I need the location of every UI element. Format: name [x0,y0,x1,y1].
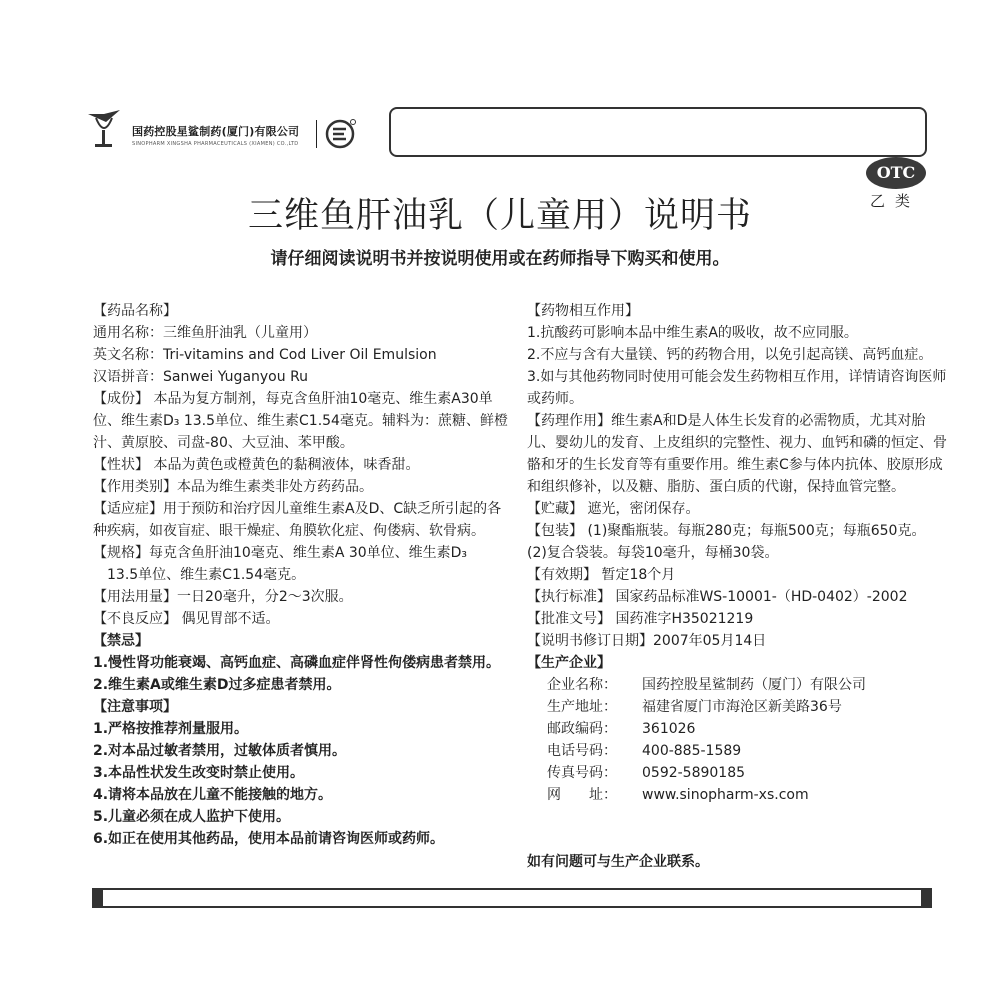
ingredients: 【成份】 本品为复方制剂，每克含鱼肝油10毫克、维生素A30单位、维生素D₃ 13.5单位、维生素C1.54毫克。辅料为：蔗糖、鲜橙汁、黄原胶、司盘-80、大豆油、苯甲酸。 [93,391,508,451]
package-cont: (2)复合袋装。每袋10毫升，每桶30袋。 [527,545,779,561]
pinyin-name: 汉语拼音：Sanwei Yuganyou Ru [93,369,309,385]
manufacturer-postcode [527,718,947,740]
left-column [93,300,508,850]
interaction-item: 2.不应与含有大量镁、钙的药物合用，以免引起高镁、高钙血症。 [527,347,933,363]
properties: 【性状】 本品为黄色或橙黄色的黏稠液体，味香甜。 [93,457,420,473]
manufacturer-fax [527,762,947,784]
contact-label: 企业名称： [547,677,617,693]
pharmacology: 【药理作用】维生素A和D是人体生长发育的必需物质，尤其对胎儿、婴幼儿的发育、上皮组织的完整性、视力、血钙和磷的恒定、骨骼和牙的生长发育等有重要作用。维生素C参与体内抗体、胶原形成和组织修补，以及糖、脂肪、蛋白质的代谢，保持血管完整。 [527,413,947,495]
otc-class-label: 乙类 [870,192,921,210]
bottom-frame-bar [92,888,932,908]
header-divider [316,120,317,148]
contraindication-item: 2.维生素A或维生素D过多症患者禁用。 [93,677,341,693]
english-name: 英文名称：Tri-vitamins and Cod Liver Oil Emulsion [93,347,437,363]
contact-value: 福建省厦门市海沧区新美路36号 [642,699,842,715]
contact-label: 电话号码： [547,743,617,759]
dosage: 【用法用量】一日20毫升，分2～3次服。 [93,589,353,605]
contact-value: www.sinopharm-xs.com [642,787,809,803]
manufacturer-website [527,784,947,806]
contact-note: 如有问题可与生产企业联系。 [527,854,709,870]
contact-value: 361026 [642,721,696,737]
sinopharm-logo-icon [86,108,122,152]
manufacturer-phone [527,740,947,762]
precautions-heading: 【注意事项】 [93,699,177,715]
document-subtitle: 请仔细阅读说明书并按说明使用或在药师指导下购买和使用。 [270,249,730,269]
contact-label: 邮政编码： [547,721,617,737]
precaution-item: 6.如正在使用其他药品，使用本品前请咨询医师或药师。 [93,831,445,847]
precaution-item: 5.儿童必须在成人监护下使用。 [93,809,291,825]
specification-cont: 13.5单位、维生素C1.54毫克。 [107,567,306,583]
category: 【作用类别】本品为维生素类非处方药药品。 [93,479,373,495]
revision-date: 【说明书修订日期】2007年05月14日 [527,633,767,649]
interaction-item: 3.如与其他药物同时使用可能会发生药物相互作用，详情请咨询医师或药师。 [527,369,947,407]
right-column [527,300,947,806]
xingsha-brand-icon [324,118,356,150]
contact-value: 0592-5890185 [642,765,746,781]
validity: 【有效期】 暂定18个月 [527,567,676,583]
contact-label: 生产地址： [547,699,617,715]
contraindication-item: 1.慢性肾功能衰竭、高钙血症、高磷血症伴肾性佝偻病患者禁用。 [93,655,501,671]
precaution-item: 3.本品性状发生改变时禁止使用。 [93,765,305,781]
document-title: 三维鱼肝油乳（儿童用）说明书 [247,196,752,236]
storage: 【贮藏】 遮光，密闭保存。 [527,501,700,517]
contact-value: 国药控股星鲨制药（厦门）有限公司 [642,677,866,693]
indications: 【适应症】用于预防和治疗因儿童维生素A及D、C缺乏所引起的各种疾病，如夜盲症、眼干燥症、角膜软化症、佝偻病、软骨病。 [93,501,502,539]
approval-number: 【批准文号】 国药准字H35021219 [527,611,754,627]
package: 【包装】 (1)聚酯瓶装。每瓶280克；每瓶500克；每瓶650克。 [527,523,926,539]
standard: 【执行标准】 国家药品标准WS-10001-（HD-0402）-2002 [527,589,908,605]
precaution-item: 1.严格按推荐剂量服用。 [93,721,249,737]
bottom-bar-left-end [94,890,103,906]
drug-name-heading: 【药品名称】 [93,303,177,319]
manufacturer-name [527,674,947,696]
company-name-cn: 国药控股星鲨制药(厦门)有限公司 [132,125,300,138]
otc-badge: OTC [866,157,926,189]
contraindications-heading: 【禁忌】 [93,633,149,649]
interactions-heading: 【药物相互作用】 [527,303,639,319]
specification: 【规格】每克含鱼肝油10毫克、维生素A 30单位、维生素D₃ [93,545,468,561]
manufacturer-address [527,696,947,718]
contact-label: 网 址： [547,787,617,803]
contact-label: 传真号码： [547,765,617,781]
generic-name: 通用名称：三维鱼肝油乳（儿童用） [93,325,317,341]
manufacturer-heading: 【生产企业】 [527,655,611,671]
adverse-reactions: 【不良反应】 偶见胃部不适。 [93,611,280,627]
precaution-item: 2.对本品过敏者禁用，过敏体质者慎用。 [93,743,347,759]
company-name-en: SINOPHARM XINGSHA PHARMACEUTICALS (XIAMEN) CO.,LTD [132,141,299,147]
contact-value: 400-885-1589 [642,743,742,759]
precaution-item: 4.请将本品放在儿童不能接触的地方。 [93,787,333,803]
header-empty-box [389,107,927,157]
interaction-item: 1.抗酸药可影响本品中维生素A的吸收，故不应同服。 [527,325,858,341]
bottom-bar-right-end [921,890,930,906]
